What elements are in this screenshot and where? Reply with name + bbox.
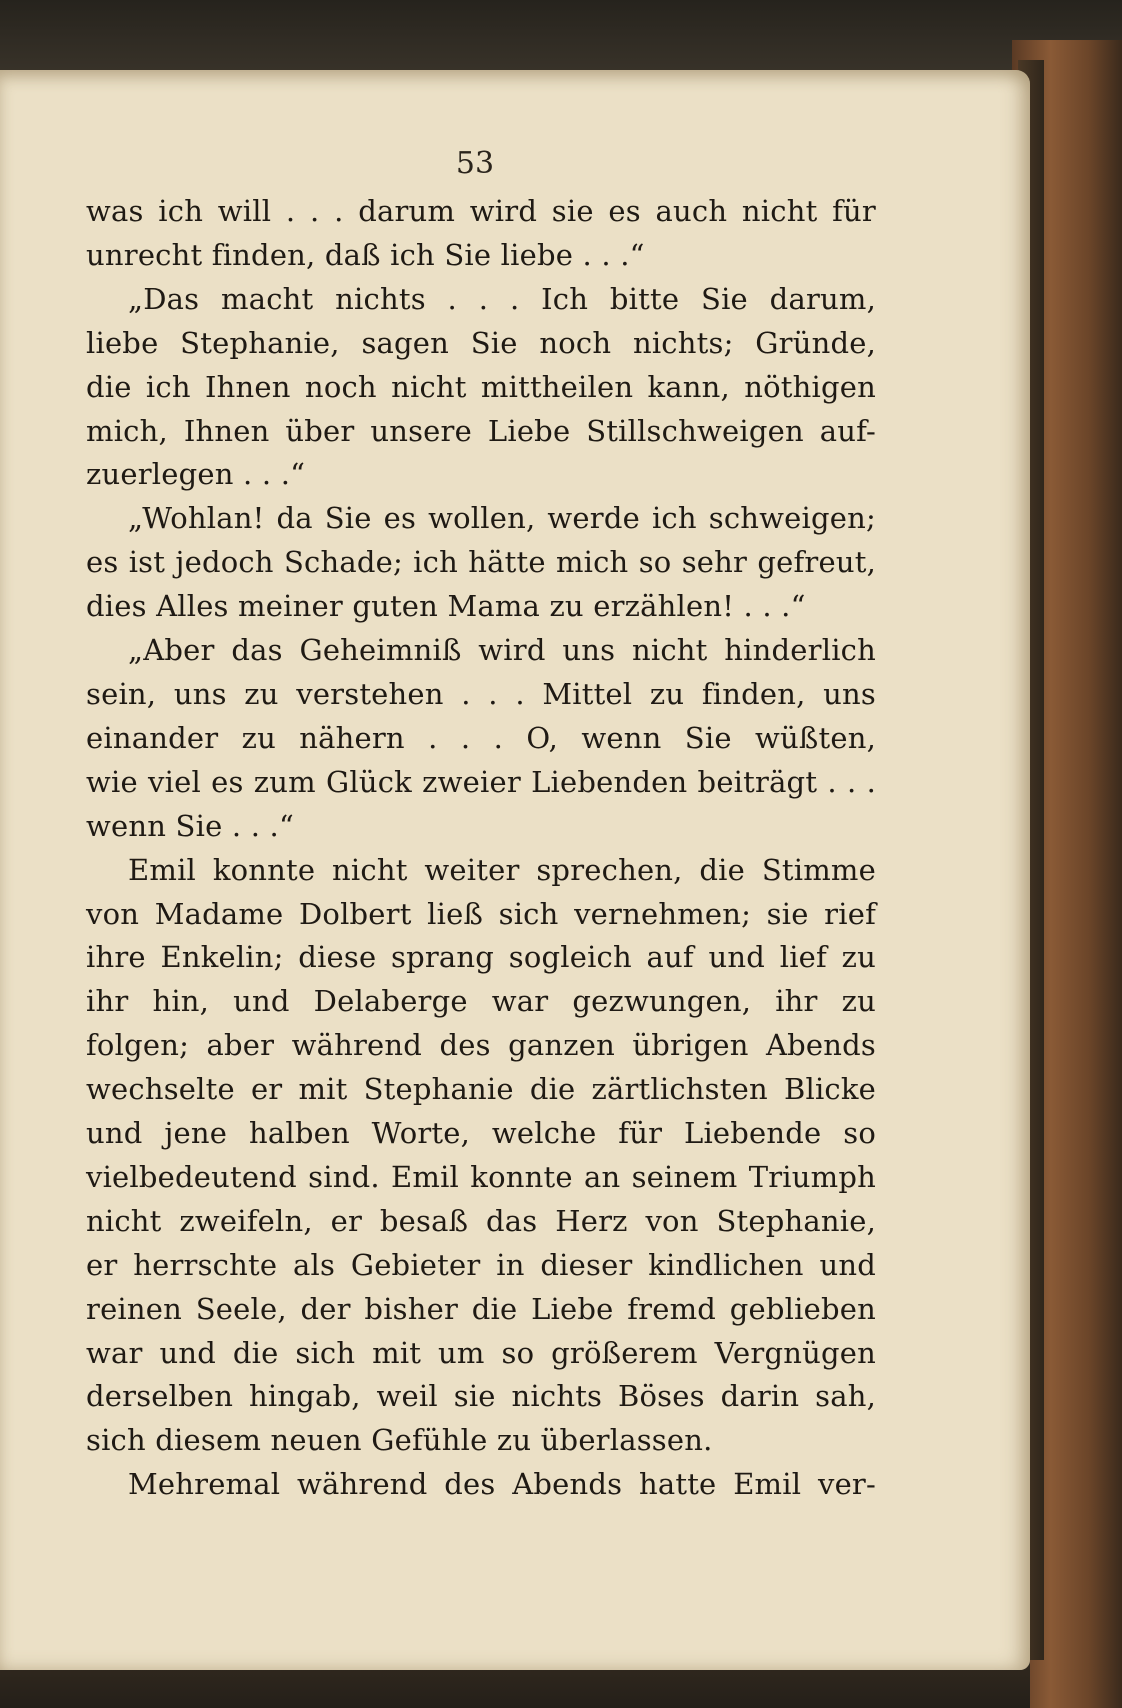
text-line: mich, Ihnen über unsere Liebe Stillschweigen auf- [86,413,876,448]
text-line: „Aber das Geheimniß wird uns nicht hinderlich [128,633,876,668]
text-line: vielbedeutend sind. Emil konnte an seinem Triumph [86,1159,876,1194]
text-line: Emil konnte nicht weiter sprechen, die Stimme [128,852,876,887]
text-line: unrecht finden, daß ich Sie liebe . . .“ [86,237,645,272]
text-line: dies Alles meiner guten Mama zu erzählen! . . .“ [86,589,806,624]
text-line: es ist jedoch Schade; ich hätte mich so sehr gefreut, [86,545,876,580]
text-line: ihre Enkelin; diese sprang sogleich auf und lief zu [86,940,876,975]
text-line: wenn Sie . . .“ [86,808,294,843]
text-line: „Wohlan! da Sie es wollen, werde ich schweigen; [128,501,876,536]
book-cover-top [0,0,1122,80]
text-line: wie viel es zum Glück zweier Liebenden beiträgt . . . [86,764,876,799]
text-line: liebe Stephanie, sagen Sie noch nichts; Gründe, [86,325,876,360]
text-line: Mehremal während des Abends hatte Emil ver- [128,1467,876,1502]
text-line: was ich will . . . darum wird sie es auch nicht für [86,194,876,228]
text-line: ihr hin, und Delaberge war gezwungen, ihr zu [86,984,876,1019]
text-line: war und die sich mit um so größerem Vergnügen [86,1335,876,1370]
text-line: sich diesem neuen Gefühle zu überlassen. [86,1423,713,1458]
text-line: derselben hingab, weil sie nichts Böses darin sah, [86,1379,876,1414]
text-line: zuerlegen . . .“ [86,457,306,492]
text-line: folgen; aber während des ganzen übrigen Abends [86,1028,876,1063]
text-line: einander zu nähern . . . O, wenn Sie wüßten, [86,720,876,755]
text-line: „Das macht nichts . . . Ich bitte Sie darum, [128,281,876,316]
text-line: und jene halben Worte, welche für Liebende so [86,1116,876,1151]
text-line: reinen Seele, der bisher die Liebe fremd geblieben [86,1291,876,1326]
text-line: von Madame Dolbert ließ sich vernehmen; sie rief [86,896,876,931]
text-line: die ich Ihnen noch nicht mittheilen kann, nöthigen [86,369,876,404]
text-line: er herrschte als Gebieter in dieser kindlichen und [86,1247,876,1282]
text-line: nicht zweifeln, er besaß das Herz von Stephanie, [86,1203,876,1238]
page-number: 53 [455,146,495,181]
text-line: wechselte er mit Stephanie die zärtlichsten Blicke [86,1072,876,1107]
page-text-block [86,190,876,1507]
text-line: sein, uns zu verstehen . . . Mittel zu finden, uns [86,676,876,711]
